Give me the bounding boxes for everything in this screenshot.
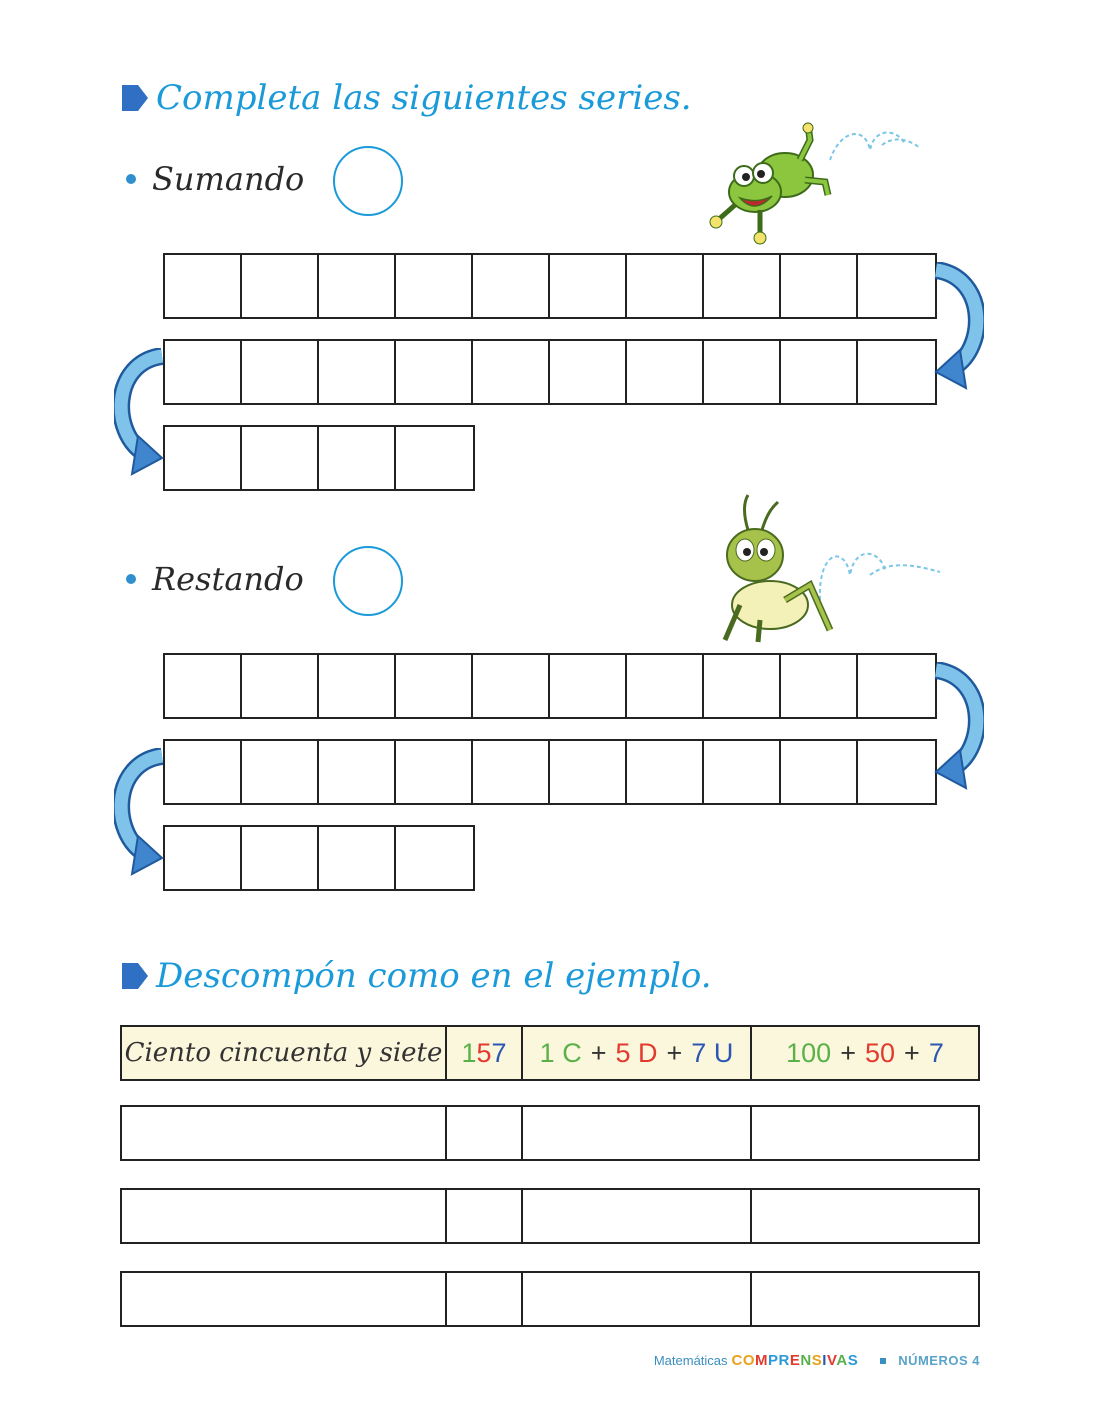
series-cell[interactable]	[242, 655, 319, 717]
footer-series: Matemáticas	[653, 1353, 728, 1368]
tens-value: 50	[864, 1037, 896, 1068]
curved-arrow-right-icon	[932, 262, 984, 392]
plus-sign: +	[590, 1037, 607, 1068]
grasshopper-icon	[700, 490, 950, 650]
answer-row	[120, 1105, 980, 1161]
sumando-series-row-3	[163, 425, 475, 491]
series-cell[interactable]	[858, 655, 935, 717]
series-cell[interactable]	[319, 655, 396, 717]
series-cell[interactable]	[858, 341, 935, 403]
series-cell[interactable]	[396, 655, 473, 717]
series-cell[interactable]	[473, 341, 550, 403]
units-place: 7 U	[691, 1037, 734, 1068]
number-words: Ciento cincuenta y siete	[124, 1038, 443, 1068]
series-cell[interactable]	[858, 255, 935, 317]
number-words-cell[interactable]	[122, 1190, 447, 1242]
units-value: 7	[928, 1037, 944, 1068]
sumando-series-row-1	[163, 253, 937, 319]
series-cell[interactable]	[242, 827, 319, 889]
number-cell[interactable]	[447, 1190, 523, 1242]
footer-separator	[880, 1358, 886, 1364]
series-cell[interactable]	[704, 341, 781, 403]
plus-sign: +	[666, 1037, 683, 1068]
series-cell[interactable]	[550, 341, 627, 403]
answer-row	[120, 1271, 980, 1327]
sumando-series-row-2	[163, 339, 937, 405]
answer-row	[120, 1188, 980, 1244]
series-cell[interactable]	[627, 741, 704, 803]
place-value-cell[interactable]	[523, 1190, 752, 1242]
place-value-cell	[523, 1027, 752, 1079]
bullet-icon	[126, 574, 136, 584]
series-cell[interactable]	[319, 255, 396, 317]
plus-sign: +	[840, 1037, 856, 1068]
digit-hundreds: 1	[461, 1037, 477, 1068]
tens-place: 5 D	[615, 1037, 658, 1068]
restando-operation-circle[interactable]	[333, 546, 403, 616]
series-cell[interactable]	[473, 255, 550, 317]
series-cell[interactable]	[165, 827, 242, 889]
digit-units: 7	[491, 1037, 507, 1068]
series-cell[interactable]	[165, 655, 242, 717]
hundreds-value: 100	[786, 1037, 832, 1068]
expanded-value-cell[interactable]	[752, 1190, 978, 1242]
series-cell[interactable]	[627, 655, 704, 717]
curved-arrow-left-icon	[114, 748, 166, 878]
series-cell[interactable]	[165, 341, 242, 403]
restando-series-row-2	[163, 739, 937, 805]
series-cell[interactable]	[396, 255, 473, 317]
section-title: Descompón como en el ejemplo.	[156, 956, 712, 996]
series-cell[interactable]	[858, 741, 935, 803]
expanded-value-cell[interactable]	[752, 1107, 978, 1159]
series-cell[interactable]	[704, 741, 781, 803]
series-cell[interactable]	[242, 741, 319, 803]
series-cell[interactable]	[781, 341, 858, 403]
section-heading-series	[120, 78, 692, 118]
series-cell[interactable]	[319, 741, 396, 803]
heading-marker-icon	[120, 83, 150, 113]
series-cell[interactable]	[165, 255, 242, 317]
series-cell[interactable]	[396, 427, 473, 489]
expanded-value-cell[interactable]	[752, 1273, 978, 1325]
restando-series-row-3	[163, 825, 475, 891]
series-cell[interactable]	[396, 741, 473, 803]
expanded-value-cell	[752, 1027, 978, 1079]
restando-line	[126, 560, 304, 598]
series-cell[interactable]	[242, 341, 319, 403]
number-cell[interactable]	[447, 1273, 523, 1325]
number-words-cell	[122, 1027, 447, 1079]
series-cell[interactable]	[396, 827, 473, 889]
series-cell[interactable]	[242, 427, 319, 489]
plus-sign: +	[904, 1037, 920, 1068]
series-cell[interactable]	[319, 341, 396, 403]
series-cell[interactable]	[319, 827, 396, 889]
section-title: Completa las siguientes series.	[156, 78, 692, 118]
series-cell[interactable]	[473, 741, 550, 803]
series-cell[interactable]	[473, 655, 550, 717]
curved-arrow-right-icon	[932, 662, 984, 792]
footer-book-title: NÚMEROS 4	[898, 1353, 980, 1368]
sumando-label: Sumando	[152, 160, 305, 198]
series-cell[interactable]	[627, 255, 704, 317]
number-words-cell[interactable]	[122, 1107, 447, 1159]
series-cell[interactable]	[627, 341, 704, 403]
restando-series-row-1	[163, 653, 937, 719]
place-value-cell[interactable]	[523, 1273, 752, 1325]
series-cell[interactable]	[242, 255, 319, 317]
series-cell[interactable]	[781, 255, 858, 317]
series-cell[interactable]	[704, 655, 781, 717]
number-cell	[447, 1027, 523, 1079]
footer	[654, 1352, 980, 1369]
series-cell[interactable]	[550, 255, 627, 317]
curved-arrow-left-icon	[114, 348, 166, 478]
series-cell[interactable]	[781, 741, 858, 803]
series-cell[interactable]	[165, 427, 242, 489]
series-cell[interactable]	[704, 255, 781, 317]
bullet-icon	[126, 174, 136, 184]
hundreds-place: 1 C	[539, 1037, 582, 1068]
series-cell[interactable]	[550, 655, 627, 717]
series-cell[interactable]	[319, 427, 396, 489]
digit-tens: 5	[476, 1037, 492, 1068]
section-heading-descompon	[120, 956, 712, 996]
series-cell[interactable]	[781, 655, 858, 717]
sumando-operation-circle[interactable]	[333, 146, 403, 216]
series-cell[interactable]	[550, 741, 627, 803]
series-cell[interactable]	[165, 741, 242, 803]
number-words-cell[interactable]	[122, 1273, 447, 1325]
series-cell[interactable]	[396, 341, 473, 403]
frog-icon	[700, 120, 940, 255]
example-row	[120, 1025, 980, 1081]
number-cell[interactable]	[447, 1107, 523, 1159]
heading-marker-icon	[120, 961, 150, 991]
restando-label: Restando	[152, 560, 304, 598]
place-value-cell[interactable]	[523, 1107, 752, 1159]
footer-brand-logo: COMPRENSIVAS	[731, 1352, 859, 1369]
sumando-line	[126, 160, 304, 198]
